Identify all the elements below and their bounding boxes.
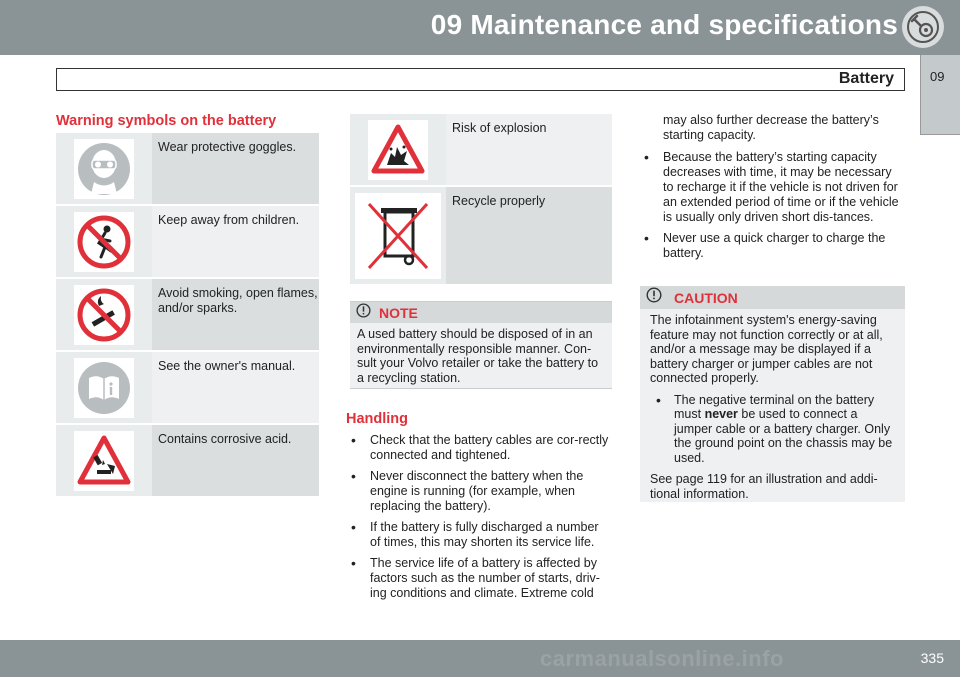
- warning-symbols-table-continued: [350, 114, 612, 286]
- symbol-text: Recycle properly: [446, 187, 612, 284]
- watermark: carmanualsonline.info: [540, 646, 784, 671]
- handling-heading: Handling: [346, 411, 409, 427]
- caution-title: CAUTION: [674, 289, 738, 306]
- handling-bullets: [350, 433, 612, 607]
- caution-box: [640, 286, 905, 502]
- warning-heading: Warning symbols on the battery: [56, 113, 277, 129]
- symbol-text: See the owner's manual.: [152, 352, 319, 423]
- no-children-icon: [74, 212, 134, 272]
- caution-bullet-text: The negative terminal on the battery must: [674, 392, 875, 421]
- symbol-row: [56, 133, 319, 206]
- note-text: A used battery should be disposed of in an environmentally responsible manner. Con-sult your Volvo retailer or take the battery to a recycling station.: [357, 327, 599, 385]
- bullet-item: • Check that the battery cables are cor-rectly connected and tightened.: [350, 433, 612, 463]
- corrosive-icon: [74, 431, 134, 491]
- note-header: [350, 302, 612, 323]
- page-footer: [0, 640, 960, 677]
- symbol-text: Contains corrosive acid.: [152, 425, 319, 496]
- wrench-gear-icon: [902, 6, 944, 48]
- warning-symbols-table: [56, 133, 319, 498]
- bullet-item: • Never use a quick charger to charge the battery.: [643, 231, 905, 261]
- symbol-row: [56, 352, 319, 425]
- bullet-item: • Because the battery’s starting capacity decreases with time, it may be necessary to recharge it if the vehicle is not driven for an extended period of time or if the vehicle is usually only driven short dis-tances.: [643, 150, 905, 225]
- caution-bullet: [658, 393, 897, 466]
- caution-intro: The infotainment system's energy-saving feature may not function correctly or at all, and/or a message may be displayed if a battery charger or jumper cables are not connected properly.: [650, 313, 883, 385]
- page-number: 335: [920, 650, 944, 666]
- symbol-text: Risk of explosion: [446, 114, 612, 185]
- chapter-tab-label: 09: [930, 69, 945, 84]
- symbol-row: [350, 187, 612, 286]
- recycle-bin-icon: [355, 193, 441, 279]
- symbol-row: [56, 279, 319, 352]
- symbol-row: [56, 425, 319, 498]
- info-icon: [356, 303, 371, 323]
- caution-reference: See page 119 for an illustration and addi-tional information.: [650, 472, 878, 501]
- caution-header: [640, 286, 905, 309]
- section-title: Battery: [838, 70, 894, 87]
- no-smoking-icon: [74, 285, 134, 345]
- note-title: NOTE: [379, 304, 418, 321]
- symbol-text: Avoid smoking, open flames, and/or sparks.: [152, 279, 319, 350]
- symbol-row: [56, 206, 319, 279]
- bullet-item: • The service life of a battery is affected by factors such as the number of starts, driv-ing conditions and climate. Extreme cold: [350, 556, 612, 601]
- symbol-row: [350, 114, 612, 187]
- chapter-title: 09 Maintenance and specifications: [430, 9, 898, 40]
- manual-icon: [74, 358, 134, 418]
- continued-text: may also further decrease the battery’s starting capacity.: [663, 113, 879, 142]
- symbol-text: Wear protective goggles.: [152, 133, 319, 204]
- handling-bullets-continued: [643, 150, 905, 267]
- caution-bullet-emphasis: never: [704, 407, 738, 421]
- note-box: [350, 301, 612, 389]
- goggles-icon: [74, 139, 134, 199]
- symbol-text: Keep away from children.: [152, 206, 319, 277]
- bullet-item: • If the battery is fully discharged a number of times, this may shorten its service life.: [350, 520, 612, 550]
- caution-body: [640, 309, 905, 501]
- caution-bullet-text-end: be used to connect a jumper cable or a battery charger. Only the ground point on the chassis may be used.: [674, 407, 893, 465]
- chapter-tab[interactable]: [920, 55, 960, 135]
- page-header: [0, 0, 960, 55]
- explosion-icon: [368, 120, 428, 180]
- warning-icon: [646, 287, 662, 308]
- section-bar: [56, 68, 905, 91]
- bullet-item: • Never disconnect the battery when the engine is running (for example, when replacing the battery).: [350, 469, 612, 514]
